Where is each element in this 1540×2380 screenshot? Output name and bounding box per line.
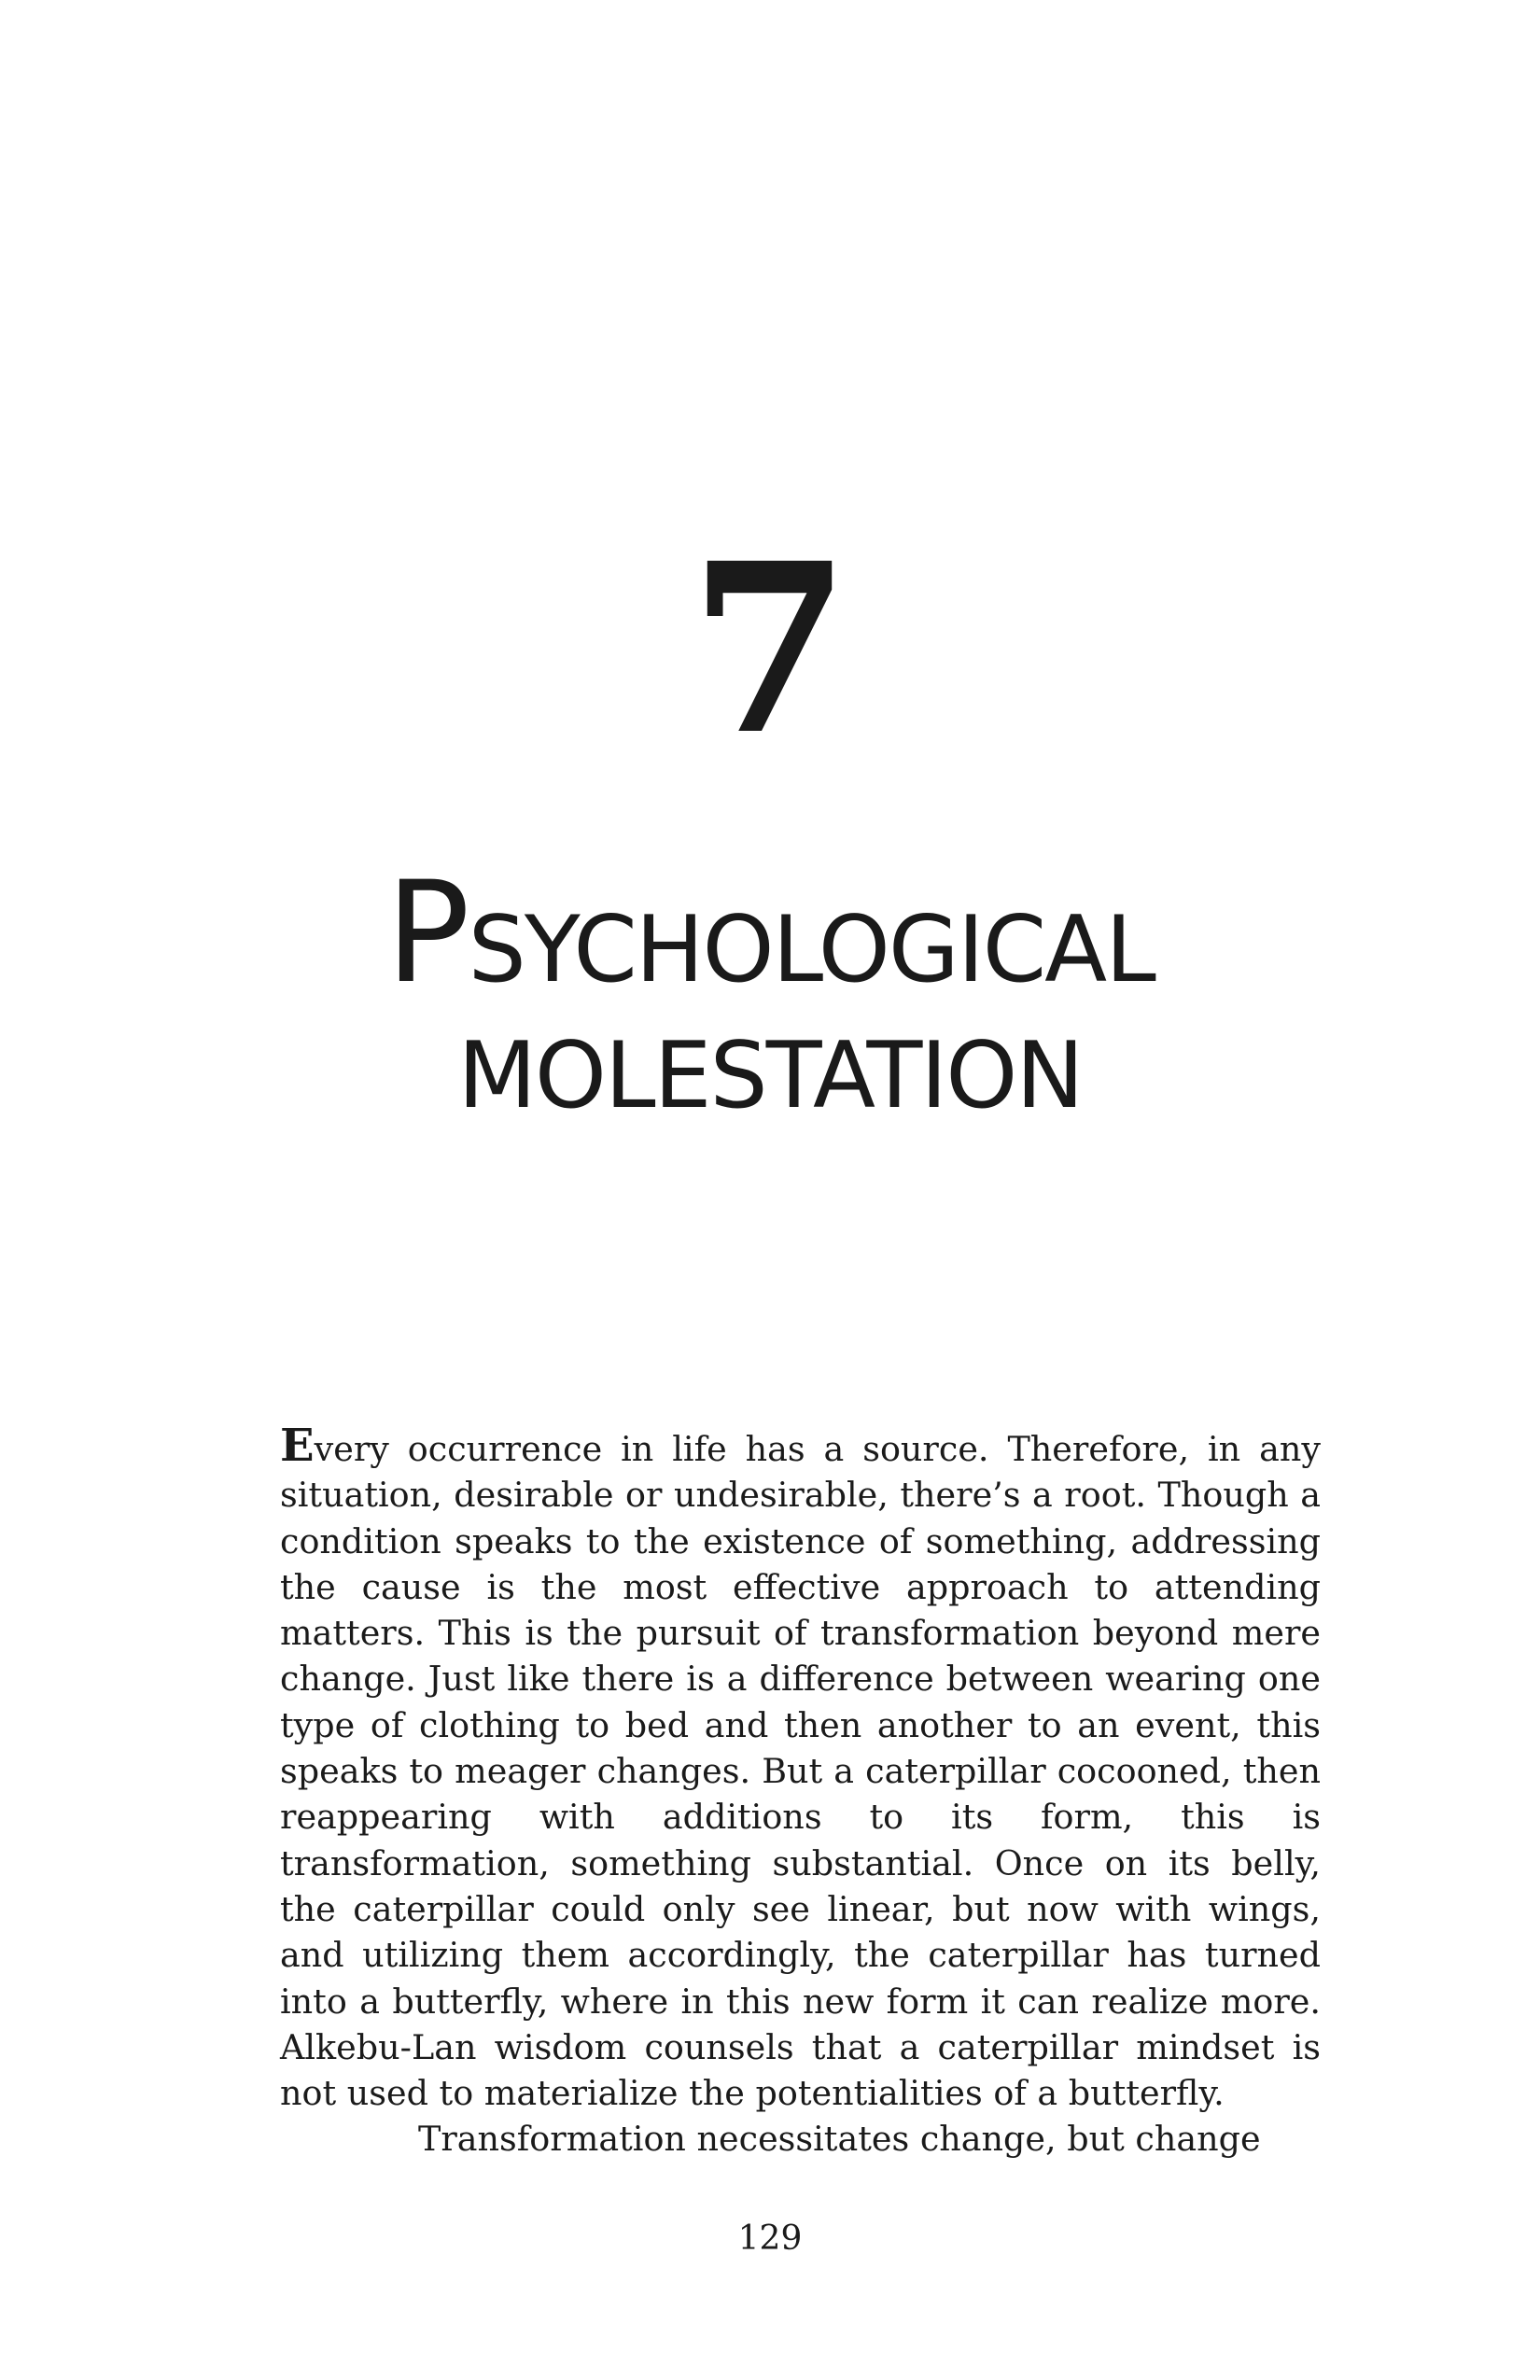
title-initial: P [385, 852, 469, 1015]
paragraph: Transformation necessitates change, but change [418, 2119, 1261, 2160]
page-number: 129 [737, 2219, 803, 2258]
body-text [280, 1420, 1321, 2163]
chapter-number: 7 [689, 511, 851, 786]
chapter-title-line-1 [0, 852, 1540, 1015]
title-line-1-rest: SYCHOLOGICAL [468, 897, 1155, 1003]
paragraph [280, 1420, 1321, 2116]
initial-letter: E [280, 1420, 315, 1472]
chapter-title [0, 852, 1540, 1137]
paragraph-text: very occurrence in life has a source. Therefore, in any situation, desirable or undesirable, there’s a root. Though a condition speaks to the existence of something, addressing the cause is the most effective approach to attending matters. This is the pursuit of transformation beyond mere change. Just like there is a difference between wearing one type of clothing to bed and then another to an event, this speaks to meager changes. But a caterpillar cocooned, then reappearing with additions to its form, this is transformation, something substantial. Once on its belly, the caterpillar could only see linear, but now with wings, and utilizing them accordingly, the caterpillar has turned into a butterfly, where in this new form it can realize more. Alkebu-Lan wisdom counsels that a caterpillar mindset is not used to materialize the potentialities of a butterfly. [280, 1429, 1321, 2114]
chapter-title-line-2: MOLESTATION [457, 1023, 1083, 1129]
